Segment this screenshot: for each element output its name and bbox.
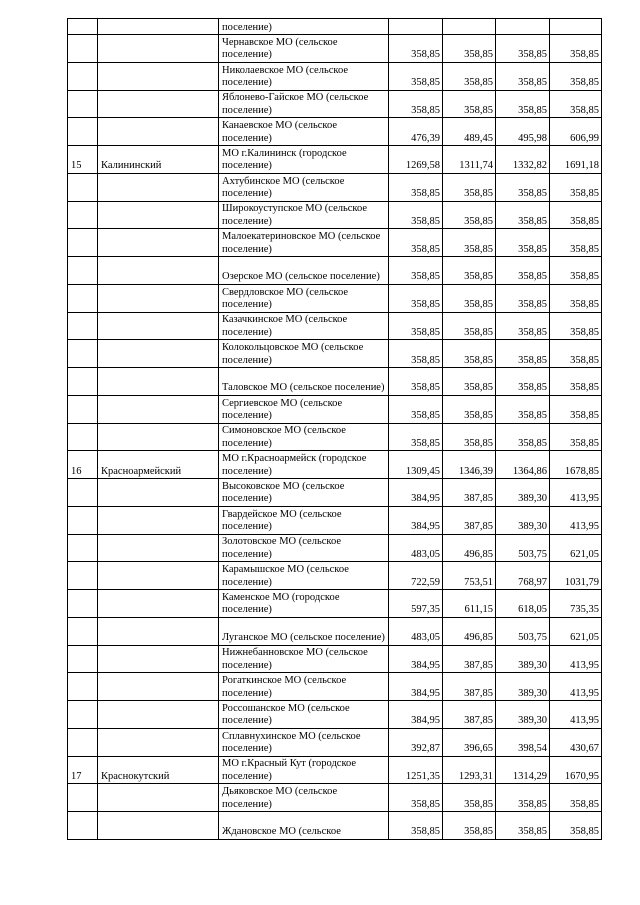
value-3-cell: 358,85 xyxy=(496,201,550,229)
row-number-cell xyxy=(68,617,98,645)
value-2-cell: 358,85 xyxy=(443,284,496,312)
district-cell xyxy=(98,368,219,396)
district-cell xyxy=(98,201,219,229)
municipality-cell: Яблонево-Гайское МО (сельское поселение) xyxy=(219,90,389,118)
value-1-cell: 358,85 xyxy=(389,784,443,812)
district-cell xyxy=(98,812,219,840)
value-3-cell: 358,85 xyxy=(496,35,550,63)
table-row xyxy=(68,395,602,423)
table-row xyxy=(68,312,602,340)
value-4-cell: 358,85 xyxy=(550,340,602,368)
value-3-cell: 1332,82 xyxy=(496,146,550,174)
value-1-cell: 358,85 xyxy=(389,812,443,840)
municipality-cell: Свердловское МО (сельское поселение) xyxy=(219,284,389,312)
row-number-cell xyxy=(68,229,98,257)
value-3-cell: 358,85 xyxy=(496,784,550,812)
value-2-cell: 387,85 xyxy=(443,673,496,701)
municipality-cell: Каменское МО (городское поселение) xyxy=(219,590,389,618)
value-3-cell: 503,75 xyxy=(496,534,550,562)
value-3-cell: 358,85 xyxy=(496,173,550,201)
value-2-cell: 358,85 xyxy=(443,784,496,812)
value-2-cell: 358,85 xyxy=(443,257,496,285)
row-number-cell xyxy=(68,173,98,201)
table-body xyxy=(68,19,602,840)
district-cell xyxy=(98,284,219,312)
value-4-cell: 358,85 xyxy=(550,423,602,451)
row-number-cell xyxy=(68,562,98,590)
table-row xyxy=(68,35,602,63)
value-1-cell: 358,85 xyxy=(389,312,443,340)
value-3-cell: 389,30 xyxy=(496,506,550,534)
value-4-cell: 430,67 xyxy=(550,728,602,756)
value-4-cell: 735,35 xyxy=(550,590,602,618)
value-4-cell: 413,95 xyxy=(550,673,602,701)
municipality-cell: Нижнебанновское МО (сельское поселение) xyxy=(219,645,389,673)
table-row xyxy=(68,701,602,729)
value-3-cell: 358,85 xyxy=(496,812,550,840)
municipality-cell: Гвардейское МО (сельское поселение) xyxy=(219,506,389,534)
district-cell: Красноармейский xyxy=(98,451,219,479)
value-1-cell xyxy=(389,19,443,35)
value-3-cell: 389,30 xyxy=(496,673,550,701)
row-number-cell: 17 xyxy=(68,756,98,784)
row-number-cell: 16 xyxy=(68,451,98,479)
table-row xyxy=(68,62,602,90)
value-4-cell xyxy=(550,19,602,35)
value-1-cell: 597,35 xyxy=(389,590,443,618)
value-3-cell xyxy=(496,19,550,35)
value-3-cell: 389,30 xyxy=(496,701,550,729)
district-cell xyxy=(98,35,219,63)
value-3-cell: 358,85 xyxy=(496,62,550,90)
table-row xyxy=(68,479,602,507)
value-4-cell: 358,85 xyxy=(550,173,602,201)
value-3-cell: 389,30 xyxy=(496,479,550,507)
table-row xyxy=(68,756,602,784)
value-3-cell: 358,85 xyxy=(496,229,550,257)
table-row xyxy=(68,673,602,701)
value-3-cell: 358,85 xyxy=(496,90,550,118)
municipality-cell: Сергиевское МО (сельское поселение) xyxy=(219,395,389,423)
value-4-cell: 358,85 xyxy=(550,368,602,396)
value-1-cell: 358,85 xyxy=(389,423,443,451)
value-2-cell: 496,85 xyxy=(443,534,496,562)
value-4-cell: 606,99 xyxy=(550,118,602,146)
tariff-table xyxy=(67,18,602,840)
municipality-cell: Таловское МО (сельское поселение) xyxy=(219,368,389,396)
district-cell xyxy=(98,173,219,201)
value-4-cell: 358,85 xyxy=(550,201,602,229)
value-3-cell: 618,05 xyxy=(496,590,550,618)
value-2-cell: 1311,74 xyxy=(443,146,496,174)
district-cell xyxy=(98,534,219,562)
value-3-cell: 358,85 xyxy=(496,312,550,340)
row-number-cell xyxy=(68,423,98,451)
value-1-cell: 384,95 xyxy=(389,479,443,507)
table-row xyxy=(68,534,602,562)
value-2-cell: 1293,31 xyxy=(443,756,496,784)
value-1-cell: 1269,58 xyxy=(389,146,443,174)
value-3-cell: 358,85 xyxy=(496,368,550,396)
district-cell xyxy=(98,19,219,35)
district-cell xyxy=(98,340,219,368)
district-cell xyxy=(98,701,219,729)
row-number-cell xyxy=(68,645,98,673)
row-number-cell xyxy=(68,701,98,729)
value-4-cell: 358,85 xyxy=(550,90,602,118)
row-number-cell xyxy=(68,340,98,368)
municipality-cell: Золотовское МО (сельское поселение) xyxy=(219,534,389,562)
table-row xyxy=(68,173,602,201)
row-number-cell xyxy=(68,118,98,146)
value-1-cell: 1309,45 xyxy=(389,451,443,479)
district-cell xyxy=(98,673,219,701)
municipality-cell: Широкоуступское МО (сельское поселение) xyxy=(219,201,389,229)
value-1-cell: 358,85 xyxy=(389,62,443,90)
table-row xyxy=(68,451,602,479)
value-1-cell: 358,85 xyxy=(389,340,443,368)
table-row xyxy=(68,284,602,312)
row-number-cell xyxy=(68,90,98,118)
value-1-cell: 358,85 xyxy=(389,229,443,257)
value-1-cell: 358,85 xyxy=(389,173,443,201)
table-row xyxy=(68,201,602,229)
value-4-cell: 1678,85 xyxy=(550,451,602,479)
municipality-cell: Высоковское МО (сельское поселение) xyxy=(219,479,389,507)
row-number-cell xyxy=(68,19,98,35)
table-row xyxy=(68,146,602,174)
district-cell xyxy=(98,257,219,285)
row-number-cell xyxy=(68,506,98,534)
value-2-cell: 387,85 xyxy=(443,701,496,729)
table-row xyxy=(68,118,602,146)
table-row xyxy=(68,728,602,756)
row-number-cell xyxy=(68,812,98,840)
district-cell xyxy=(98,62,219,90)
value-3-cell: 503,75 xyxy=(496,617,550,645)
value-3-cell: 358,85 xyxy=(496,395,550,423)
municipality-cell: Карамышское МО (сельское поселение) xyxy=(219,562,389,590)
value-2-cell: 387,85 xyxy=(443,479,496,507)
value-4-cell: 358,85 xyxy=(550,312,602,340)
value-2-cell: 1346,39 xyxy=(443,451,496,479)
municipality-cell: Канаевское МО (сельское поселение) xyxy=(219,118,389,146)
row-number-cell xyxy=(68,201,98,229)
row-number-cell: 15 xyxy=(68,146,98,174)
value-1-cell: 384,95 xyxy=(389,701,443,729)
value-4-cell: 358,85 xyxy=(550,62,602,90)
value-4-cell: 358,85 xyxy=(550,35,602,63)
row-number-cell xyxy=(68,257,98,285)
value-4-cell: 1691,18 xyxy=(550,146,602,174)
municipality-cell: Колокольцовское МО (сельское поселение) xyxy=(219,340,389,368)
value-1-cell: 358,85 xyxy=(389,90,443,118)
municipality-cell: Ждановское МО (сельское xyxy=(219,812,389,840)
value-4-cell: 621,05 xyxy=(550,534,602,562)
value-1-cell: 384,95 xyxy=(389,673,443,701)
value-1-cell: 384,95 xyxy=(389,645,443,673)
district-cell: Краснокутский xyxy=(98,756,219,784)
value-4-cell: 358,85 xyxy=(550,812,602,840)
value-1-cell: 392,87 xyxy=(389,728,443,756)
municipality-cell: МО г.Калининск (городское поселение) xyxy=(219,146,389,174)
row-number-cell xyxy=(68,784,98,812)
value-3-cell: 1314,29 xyxy=(496,756,550,784)
value-2-cell: 358,85 xyxy=(443,90,496,118)
value-4-cell: 358,85 xyxy=(550,395,602,423)
value-3-cell: 389,30 xyxy=(496,645,550,673)
municipality-cell: Малоекатериновское МО (сельское поселение) xyxy=(219,229,389,257)
municipality-cell: Россошанское МО (сельское поселение) xyxy=(219,701,389,729)
municipality-cell: МО г.Красноармейск (городское поселение) xyxy=(219,451,389,479)
district-cell xyxy=(98,645,219,673)
value-3-cell: 398,54 xyxy=(496,728,550,756)
district-cell xyxy=(98,395,219,423)
value-2-cell: 358,85 xyxy=(443,812,496,840)
value-2-cell: 358,85 xyxy=(443,312,496,340)
value-3-cell: 358,85 xyxy=(496,423,550,451)
municipality-cell: Ахтубинское МО (сельское поселение) xyxy=(219,173,389,201)
value-4-cell: 1031,79 xyxy=(550,562,602,590)
district-cell xyxy=(98,784,219,812)
table-row xyxy=(68,368,602,396)
value-4-cell: 413,95 xyxy=(550,701,602,729)
value-3-cell: 358,85 xyxy=(496,284,550,312)
value-3-cell: 358,85 xyxy=(496,340,550,368)
row-number-cell xyxy=(68,368,98,396)
district-cell xyxy=(98,423,219,451)
value-2-cell xyxy=(443,19,496,35)
value-3-cell: 495,98 xyxy=(496,118,550,146)
value-2-cell: 396,65 xyxy=(443,728,496,756)
row-number-cell xyxy=(68,312,98,340)
municipality-cell: Казачкинское МО (сельское поселение) xyxy=(219,312,389,340)
value-1-cell: 358,85 xyxy=(389,201,443,229)
value-1-cell: 358,85 xyxy=(389,395,443,423)
value-4-cell: 1670,95 xyxy=(550,756,602,784)
value-2-cell: 358,85 xyxy=(443,62,496,90)
value-1-cell: 483,05 xyxy=(389,534,443,562)
value-2-cell: 358,85 xyxy=(443,395,496,423)
value-1-cell: 358,85 xyxy=(389,368,443,396)
value-3-cell: 768,97 xyxy=(496,562,550,590)
row-number-cell xyxy=(68,728,98,756)
municipality-cell: Дьяковское МО (сельское поселение) xyxy=(219,784,389,812)
municipality-cell: Луганское МО (сельское поселение) xyxy=(219,617,389,645)
value-1-cell: 476,39 xyxy=(389,118,443,146)
district-cell xyxy=(98,312,219,340)
table-row xyxy=(68,229,602,257)
table-row xyxy=(68,423,602,451)
value-4-cell: 358,85 xyxy=(550,784,602,812)
value-2-cell: 358,85 xyxy=(443,173,496,201)
district-cell xyxy=(98,479,219,507)
row-number-cell xyxy=(68,590,98,618)
value-4-cell: 413,95 xyxy=(550,645,602,673)
value-1-cell: 1251,35 xyxy=(389,756,443,784)
value-3-cell: 1364,86 xyxy=(496,451,550,479)
district-cell xyxy=(98,590,219,618)
value-2-cell: 358,85 xyxy=(443,35,496,63)
value-2-cell: 387,85 xyxy=(443,506,496,534)
district-cell xyxy=(98,617,219,645)
value-2-cell: 358,85 xyxy=(443,340,496,368)
municipality-cell: Сплавнухинское МО (сельское поселение) xyxy=(219,728,389,756)
district-cell: Калининский xyxy=(98,146,219,174)
municipality-cell: МО г.Красный Кут (городское поселение) xyxy=(219,756,389,784)
row-number-cell xyxy=(68,35,98,63)
row-number-cell xyxy=(68,284,98,312)
value-1-cell: 358,85 xyxy=(389,35,443,63)
row-number-cell xyxy=(68,534,98,562)
municipality-cell: Озерское МО (сельское поселение) xyxy=(219,257,389,285)
municipality-cell: Чернавское МО (сельское поселение) xyxy=(219,35,389,63)
table-row xyxy=(68,257,602,285)
value-4-cell: 358,85 xyxy=(550,284,602,312)
value-4-cell: 413,95 xyxy=(550,506,602,534)
row-number-cell xyxy=(68,62,98,90)
district-cell xyxy=(98,728,219,756)
value-4-cell: 413,95 xyxy=(550,479,602,507)
value-1-cell: 722,59 xyxy=(389,562,443,590)
municipality-cell: Рогаткинское МО (сельское поселение) xyxy=(219,673,389,701)
value-4-cell: 621,05 xyxy=(550,617,602,645)
district-cell xyxy=(98,562,219,590)
table-row xyxy=(68,812,602,840)
table-row xyxy=(68,784,602,812)
value-3-cell: 358,85 xyxy=(496,257,550,285)
value-2-cell: 358,85 xyxy=(443,201,496,229)
value-1-cell: 384,95 xyxy=(389,506,443,534)
table-row xyxy=(68,645,602,673)
value-2-cell: 358,85 xyxy=(443,229,496,257)
table-row xyxy=(68,90,602,118)
district-cell xyxy=(98,506,219,534)
table-row xyxy=(68,617,602,645)
value-2-cell: 358,85 xyxy=(443,423,496,451)
district-cell xyxy=(98,118,219,146)
value-2-cell: 358,85 xyxy=(443,368,496,396)
value-1-cell: 358,85 xyxy=(389,257,443,285)
value-4-cell: 358,85 xyxy=(550,229,602,257)
municipality-cell: Симоновское МО (сельское поселение) xyxy=(219,423,389,451)
district-cell xyxy=(98,90,219,118)
table-row xyxy=(68,590,602,618)
row-number-cell xyxy=(68,673,98,701)
value-2-cell: 611,15 xyxy=(443,590,496,618)
value-2-cell: 496,85 xyxy=(443,617,496,645)
table-row xyxy=(68,19,602,35)
value-1-cell: 358,85 xyxy=(389,284,443,312)
value-4-cell: 358,85 xyxy=(550,257,602,285)
value-2-cell: 753,51 xyxy=(443,562,496,590)
row-number-cell xyxy=(68,479,98,507)
value-2-cell: 387,85 xyxy=(443,645,496,673)
municipality-cell: Николаевское МО (сельское поселение) xyxy=(219,62,389,90)
district-cell xyxy=(98,229,219,257)
table-row xyxy=(68,506,602,534)
table-row xyxy=(68,340,602,368)
value-2-cell: 489,45 xyxy=(443,118,496,146)
municipality-cell: поселение) xyxy=(219,19,389,35)
value-1-cell: 483,05 xyxy=(389,617,443,645)
table-row xyxy=(68,562,602,590)
row-number-cell xyxy=(68,395,98,423)
